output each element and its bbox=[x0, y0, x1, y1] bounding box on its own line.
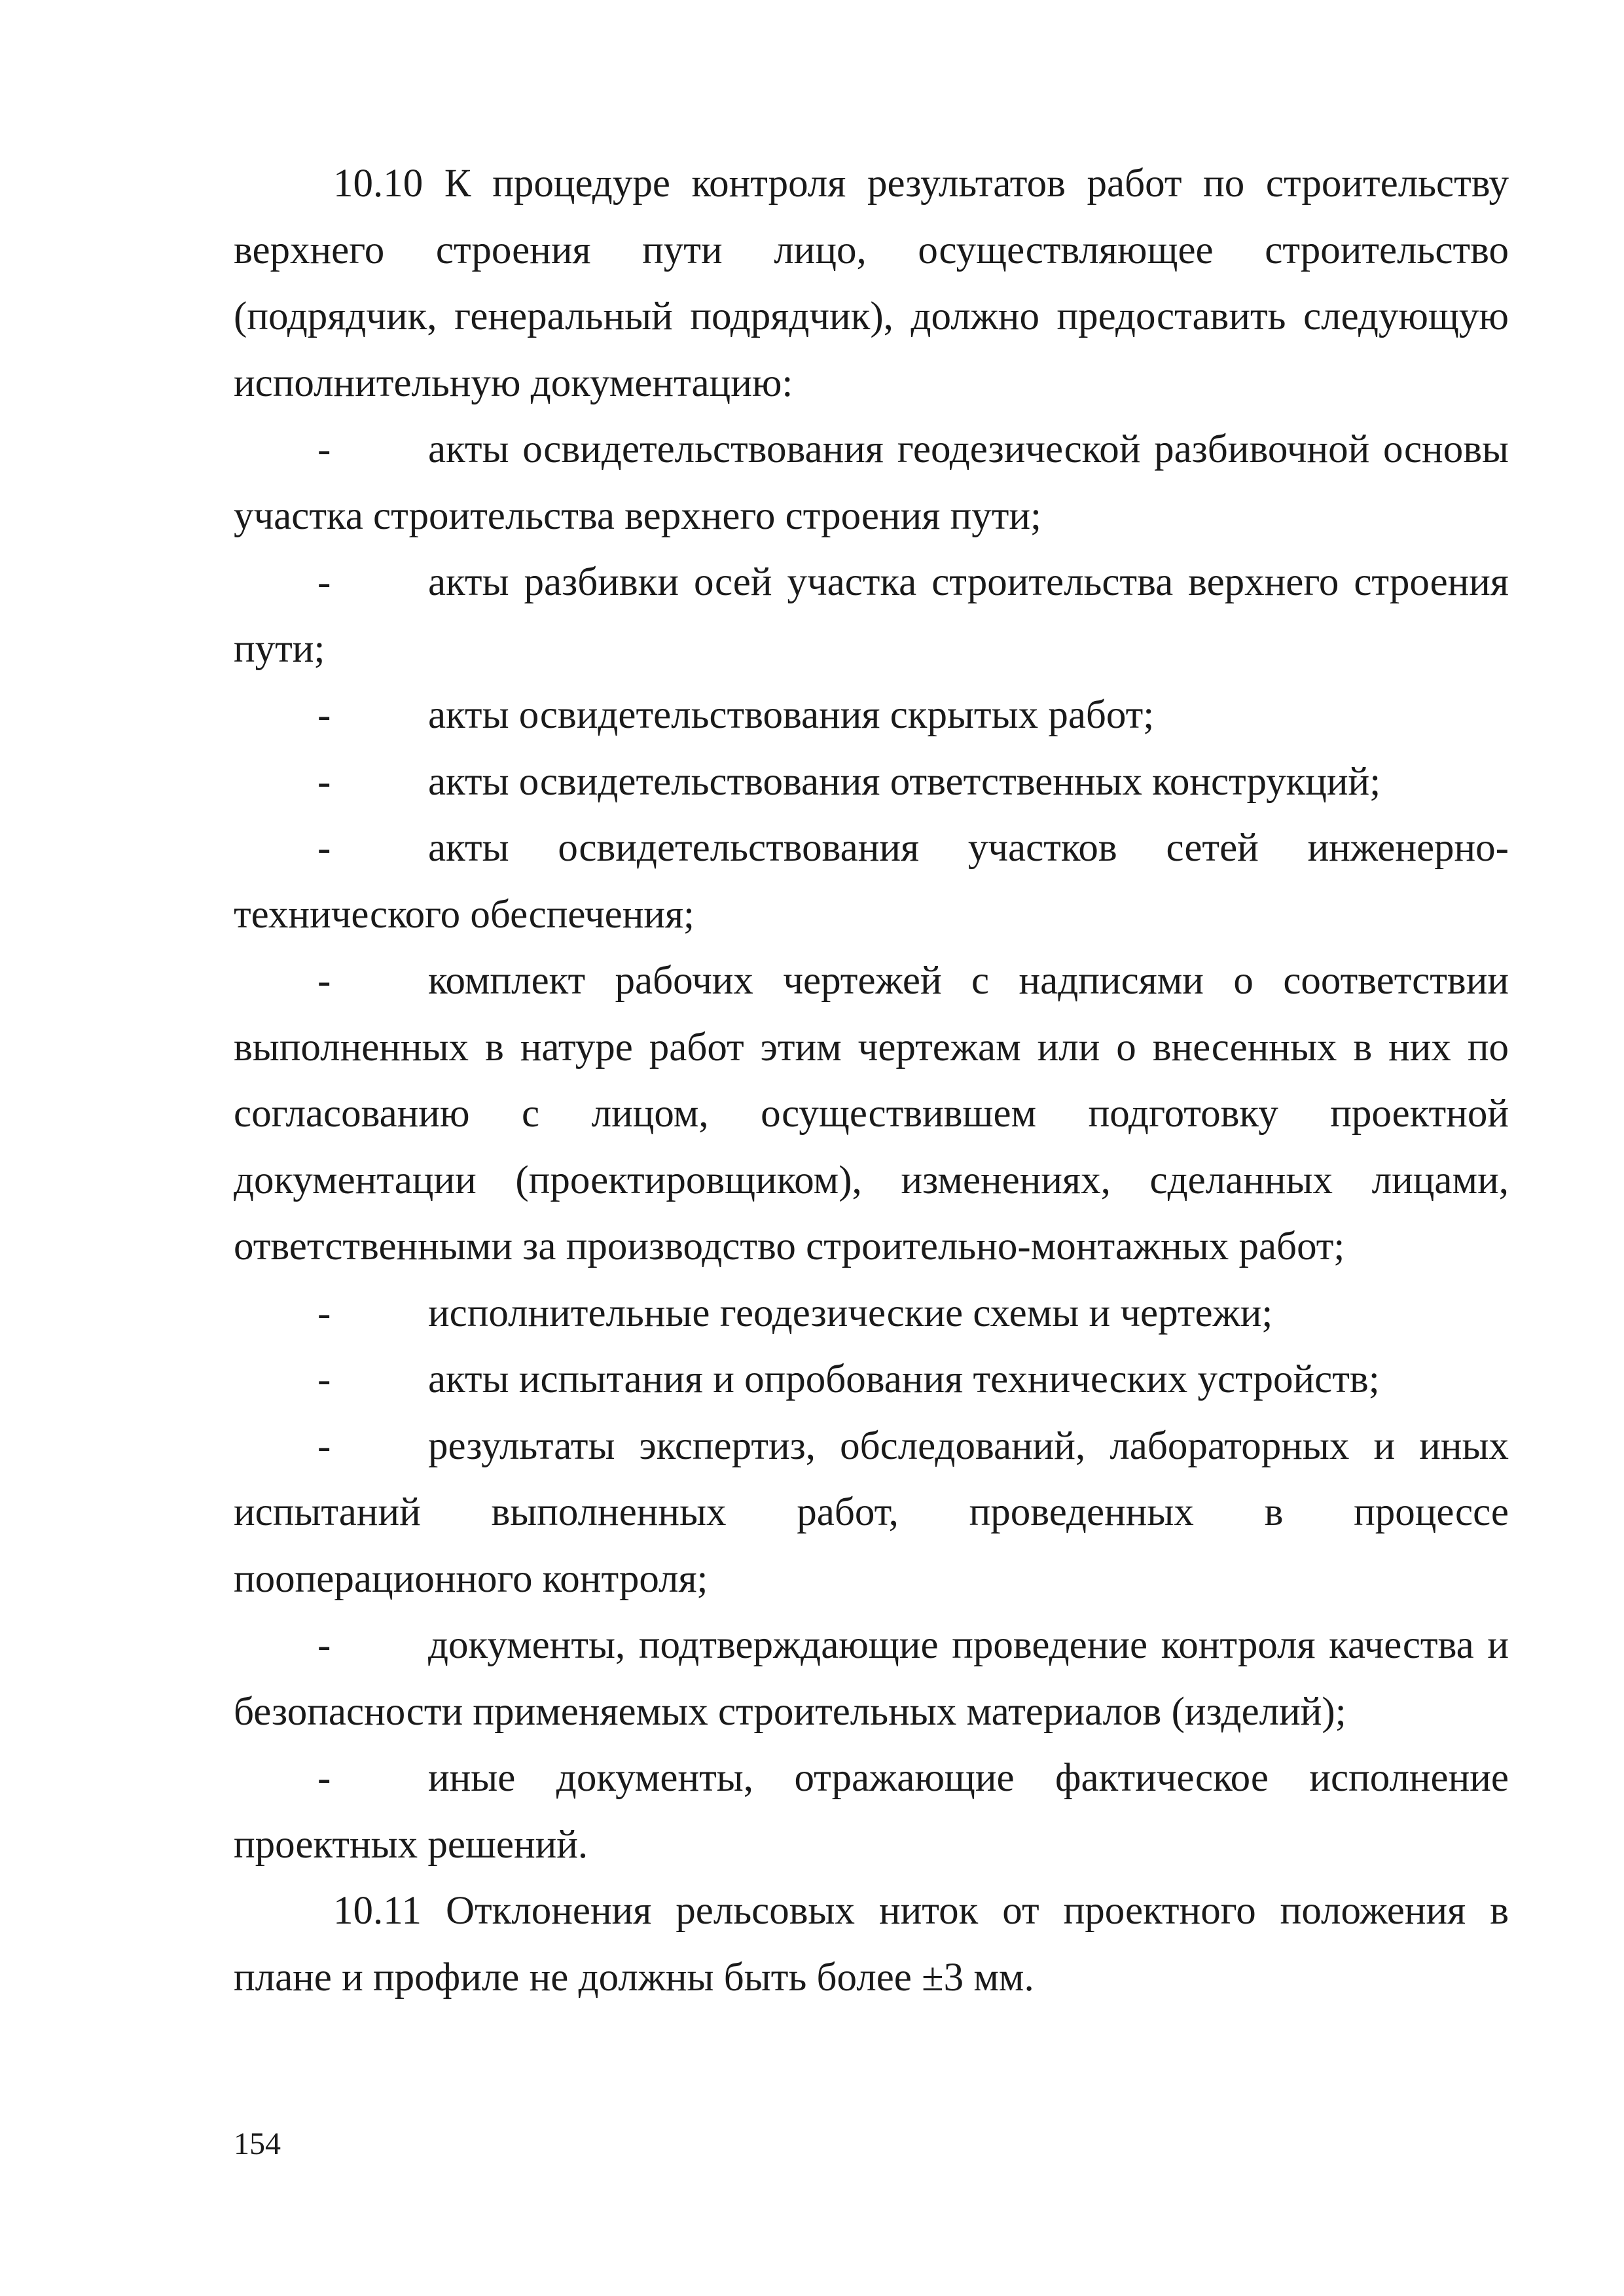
list-item bbox=[234, 416, 1509, 549]
paragraph-10-10: 10.10 К процедуре контроля результатов работ по строительству верхнего строения пути лицо, осуществляющее строительство (подрядчик, генеральный подрядчик), должно предоставить следующую исполнительную документацию: bbox=[234, 162, 1509, 405]
list-item bbox=[234, 1612, 1509, 1745]
list-dash: - bbox=[317, 693, 331, 737]
list-item-text: иные документы, отражающие фактическое исполнение проектных решений. bbox=[234, 1756, 1509, 1867]
list-item-text: комплект рабочих чертежей с надписями о соответствии выполненных в натуре работ этим чертежам или о внесенных в них по согласованию с лицом, осуществившем подготовку проектной документации (проектировщиком), изменениях, сделанных лицами, ответственными за производство строительно-монтажных работ; bbox=[234, 959, 1509, 1268]
list-item bbox=[234, 1346, 1509, 1413]
list-dash: - bbox=[317, 427, 331, 471]
list-item-text: документы, подтверждающие проведение контроля качества и безопасности применяемых строительных материалов (изделий); bbox=[234, 1623, 1509, 1734]
list-item-text: акты освидетельствования геодезической разбивочной основы участка строительства верхнего строения пути; bbox=[234, 427, 1509, 538]
list-dash: - bbox=[317, 959, 331, 1003]
list-item-text: акты освидетельствования участков сетей инженерно-технического обеспечения; bbox=[234, 826, 1509, 937]
list-dash: - bbox=[317, 759, 331, 804]
list-item-text: акты разбивки осей участка строительства верхнего строения пути; bbox=[234, 560, 1509, 671]
list-dash: - bbox=[317, 560, 331, 604]
list-dash: - bbox=[317, 826, 331, 870]
list-dash: - bbox=[317, 1424, 331, 1468]
list-item bbox=[234, 948, 1509, 1280]
list-item bbox=[234, 682, 1509, 749]
list-item bbox=[234, 1413, 1509, 1613]
list-item-text: результаты экспертиз, обследований, лабораторных и иных испытаний выполненных работ, проведенных в процессе пооперационного контроля; bbox=[234, 1424, 1509, 1601]
list-dash: - bbox=[317, 1357, 331, 1401]
document-page bbox=[234, 151, 1509, 2011]
list-item bbox=[234, 749, 1509, 816]
list-item bbox=[234, 1280, 1509, 1347]
paragraph-10-11: 10.11 Отклонения рельсовых ниток от проектного положения в плане и профиле не должны быть более ±3 мм. bbox=[234, 1889, 1509, 2000]
list-item-text: акты испытания и опробования технических устройств; bbox=[428, 1357, 1380, 1401]
page-number: 154 bbox=[234, 2126, 281, 2161]
list-item-text: акты освидетельствования скрытых работ; bbox=[428, 693, 1155, 737]
list-item bbox=[234, 1745, 1509, 1878]
list-dash: - bbox=[317, 1291, 331, 1335]
list-item bbox=[234, 549, 1509, 682]
list-dash: - bbox=[317, 1756, 331, 1800]
list-dash: - bbox=[317, 1623, 331, 1667]
list-item-text: исполнительные геодезические схемы и чертежи; bbox=[428, 1291, 1273, 1335]
documentation-list bbox=[234, 416, 1509, 1878]
list-item bbox=[234, 815, 1509, 948]
list-item-text: акты освидетельствования ответственных конструкций; bbox=[428, 759, 1381, 804]
